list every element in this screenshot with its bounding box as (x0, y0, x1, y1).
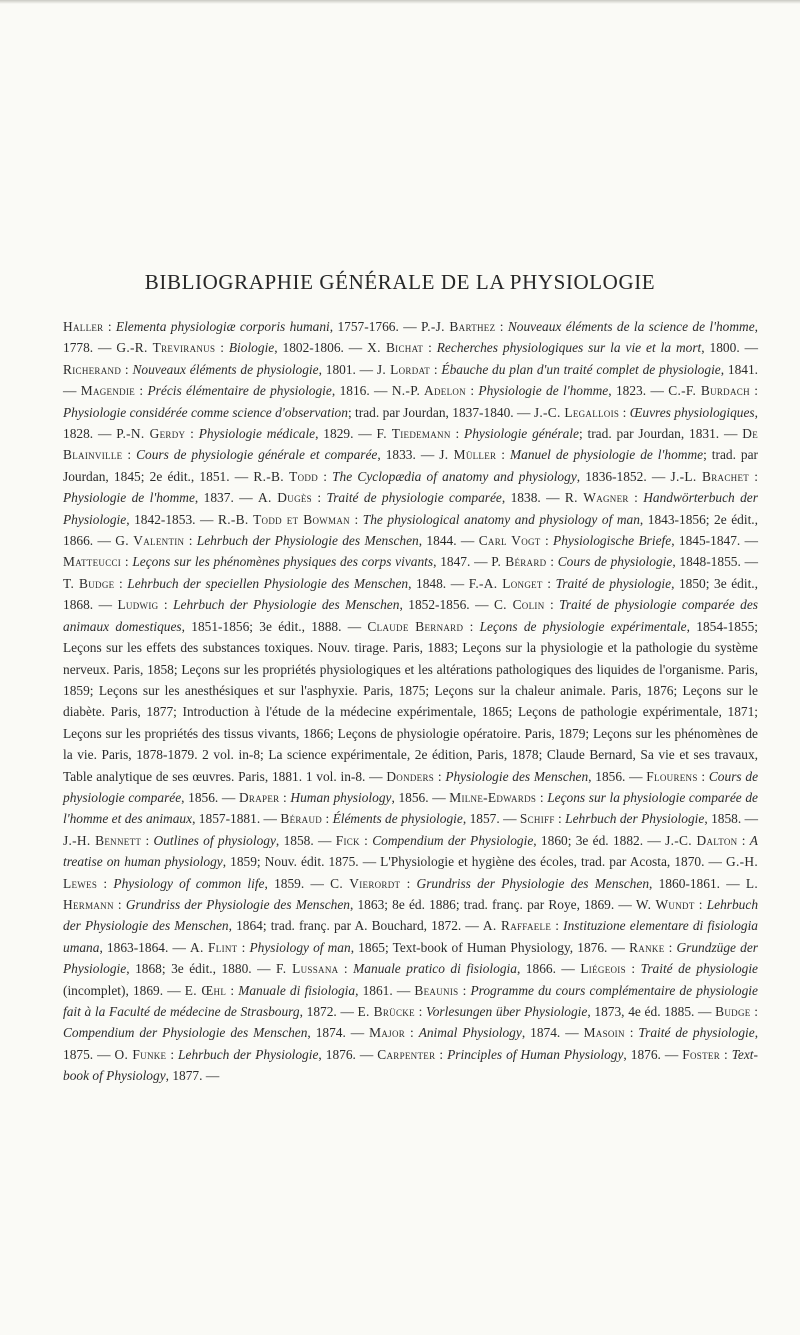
entry-title: Grundriss der Physiologie des Menschen (416, 875, 650, 891)
bibliography-entry: J.-C. Dalton : A treatise on human physiology, 1859; Nouv. édit. 1875. — L'Physiologie et hygiène des écoles, trad. par Acosta, 1870. (63, 832, 758, 870)
entry-details: , 1861. (355, 982, 393, 998)
entry-author: Schiff (519, 811, 555, 827)
entry-author: Foster (682, 1046, 721, 1062)
entry-title: Physiologie médicale (198, 426, 316, 442)
bibliography-entry: Major : Animal Physiology, 1874. (369, 1025, 561, 1041)
entry-details: , 1876. (318, 1046, 356, 1062)
entry-title: Physiologie des Menschen (445, 768, 589, 784)
bibliography-entry: O. Funke : Lehrbuch der Physiologie, 1876. (114, 1046, 356, 1062)
entry-title: Physiologie considérée comme science d'observation (63, 404, 348, 420)
entry-details: , 1863; 8e éd. 1886; trad. franç. par Roye, 1869. (349, 896, 615, 912)
entry-details: , 1875. (63, 1025, 759, 1062)
entry-details: , 1847. (433, 554, 471, 570)
entry-author: O. Funke (114, 1046, 167, 1062)
entry-title: The physiological anatomy and physiology of man (362, 511, 640, 527)
entry-author: A. Dugès (257, 490, 312, 506)
entry-title: Traité de physiologie comparée des animaux domestiques (63, 597, 758, 634)
entry-author: R.-B. Todd et Bowman (217, 511, 350, 527)
entry-title: Lehrbuch der Physiologie des Menschen (196, 533, 419, 549)
entry-details: , 1876. (623, 1046, 661, 1062)
entry-details: ; trad. par Jourdan, 1831. (578, 426, 720, 442)
entry-title: Leçons sur les phénomènes physiques des corps vivants (132, 554, 434, 570)
entry-details: , 1757-1766. (329, 319, 399, 334)
bibliography-entry: Fick : Compendium der Physiologie, 1860; 3e éd. 1882. (335, 832, 644, 848)
entry-details: , 1877. — (165, 1068, 220, 1084)
entry-title: Manuale pratico di fisiologia (353, 961, 517, 977)
entry-author: F. Tiedemann (376, 426, 451, 442)
entry-details: , 1874. (521, 1025, 561, 1041)
entry-author: J. Lordat (376, 361, 431, 377)
bibliography-entry: J.-C. Legallois : Œuvres physiologiques, 1828. (63, 404, 758, 442)
bibliography-entry: Schiff : Lehrbuch der Physiologie, 1858. (519, 811, 742, 827)
bibliography-entry: Liégeois : Traité de physiologie (incomplet), 1869. (63, 961, 758, 998)
entry-author: Carpenter (377, 1046, 436, 1062)
entry-title: Cours de physiologie comparée (63, 768, 759, 805)
bibliography-entry: A. Dugès : Traité de physiologie comparée, 1838. (257, 490, 541, 506)
entry-title: Grundzüge der Physiologie (63, 939, 758, 977)
bibliography-entry: F.-A. Longet : Traité de physiologie, 1850; 3e édit., 1868. (63, 575, 758, 613)
bibliography-entry: Carl Vogt : Physiologische Briefe, 1845-1847. (478, 533, 741, 549)
bibliography-entry: L. Hermann : Grundriss der Physiologie des Menschen, 1863; 8e éd. 1886; trad. franç. par Roye, 1869. (63, 875, 759, 912)
entry-author: Carl Vogt (478, 533, 541, 549)
entry-title: Animal Physiology (418, 1025, 522, 1041)
entry-details: , 1860-1861. (649, 875, 720, 891)
entry-title: Œuvres physiologiques (629, 404, 755, 420)
entry-details: , 1801. (318, 361, 356, 377)
entry-details: , 1873, 4e éd. 1885. (587, 1004, 695, 1019)
entry-details: , 1842-1853. (126, 511, 196, 527)
bibliography-entry: Milne-Edwards : Leçons sur la physiologie comparée de l'homme et des animaux, 1857-1881. (63, 789, 758, 827)
entry-details: , 1858. (275, 832, 314, 848)
entry-author: Milne-Edwards (449, 789, 537, 805)
entry-details: , 1823. (608, 383, 647, 399)
entry-details: , 1838. (501, 490, 541, 506)
entry-title: Nouveaux éléments de la science de l'homme (507, 319, 755, 334)
entry-title: Handwörterbuch der Physiologie (63, 490, 758, 527)
entry-author: Richerand (63, 361, 122, 377)
bibliography-entry: Carpenter : Principles of Human Physiology, 1876. (377, 1046, 661, 1062)
entry-author: E. Œhl (184, 982, 227, 998)
bibliography-entry: J. Müller : Manuel de physiologie de l'homme; trad. par Jourdan, 1845; 2e édit., 1851. (63, 447, 759, 484)
entry-author: J. Müller (439, 447, 497, 463)
entry-title: Physiologie générale (464, 426, 579, 442)
entry-title: Leçons de physiologie expérimentale (479, 618, 687, 634)
bibliography-entry: Ludwig : Lehrbuch der Physiologie des Menschen, 1852-1856. (117, 597, 470, 613)
bibliography-entry: N.-P. Adelon : Physiologie de l'homme, 1823. (391, 383, 647, 399)
entry-details: , 1859. (264, 875, 305, 891)
entry-author: P. Bérard (491, 554, 547, 570)
entry-details: , 1816. (331, 383, 370, 399)
entry-details: , 1851-1856; 3e édit., 1888. (181, 618, 342, 634)
entry-author: Ludwig (117, 597, 159, 613)
entry-author: Matteucci (63, 554, 122, 570)
entry-title: Leçons sur la physiologie comparée de l'homme et des animaux (63, 789, 758, 827)
bibliography-entry: Flourens : Cours de physiologie comparée, 1856. (63, 768, 759, 805)
entry-details: , 1857-1881. (192, 811, 261, 827)
entry-author: G.-R. Treviranus (116, 340, 216, 356)
entry-details: , 1856. (588, 768, 626, 784)
entry-details: , 1802-1806. (274, 340, 344, 356)
entry-title: Lehrbuch der Physiologie (565, 811, 705, 827)
entry-title: Traité de physiologie (640, 961, 758, 977)
entry-title: Précis élémentaire de physiologie (147, 383, 332, 399)
bibliography-entry: Matteucci : Leçons sur les phénomènes physiques des corps vivants, 1847. (63, 554, 471, 570)
entry-author: Haller (63, 319, 104, 334)
bibliography-entry: De Blainville : Cours de physiologie générale et comparée, 1833. (63, 426, 759, 463)
entry-author: Béraud (280, 811, 323, 827)
entry-author: P.-J. Barthez (420, 319, 496, 334)
entry-details: (incomplet), 1869. (63, 982, 164, 998)
entry-title: Physiologie de l'homme (63, 490, 195, 506)
entry-details: , 1864; trad. franç. par A. Bouchard, 1872. (228, 918, 462, 934)
entry-author: P.-N. Gerdy (116, 426, 186, 442)
entry-author: Ranke (629, 939, 665, 955)
entry-title: Cours de physiologie (557, 554, 673, 570)
entry-title: Outlines of physiology (153, 832, 276, 848)
entry-title: Elementa physiologiæ corporis humani (115, 319, 330, 334)
entry-title: Lehrbuch der Physiologie des Menschen (63, 896, 759, 934)
bibliography-entry: R. Wagner : Handwörterbuch der Physiologie, 1842-1853. (63, 490, 758, 527)
entry-details: , 1856. (181, 789, 219, 805)
entry-author: W. Wundt (635, 896, 695, 912)
bibliography-entry: G.-H. Lewes : Physiology of common life, 1859. (63, 854, 758, 891)
entry-title: Compendium der Physiologie (372, 832, 534, 848)
entry-author: R.-B. Todd (253, 468, 318, 484)
bibliography-entry: Richerand : Nouveaux éléments de physiologie, 1801. (63, 361, 356, 377)
entry-title: Traité de physiologie (555, 575, 672, 591)
bibliography-entry: F. Tiedemann : Physiologie générale; trad. par Jourdan, 1831. (376, 426, 720, 442)
entry-details: , 1844. (418, 533, 457, 549)
bibliography-entry: J.-H. Bennett : Outlines of physiology, 1858. (63, 832, 314, 848)
bibliography-entry: C.-F. Burdach : Physiologie considérée comme science d'observation; trad. par Jourdan, 1837-1840. (63, 383, 758, 420)
entry-title: Recherches physiologiques sur la vie et la mort (436, 340, 702, 356)
entry-details: , 1859; Nouv. édit. 1875. — L'Physiologie et hygiène des écoles, trad. par Acosta, 1870. (222, 854, 705, 870)
bibliography-entry: A. Raffaele : Instituzione elementare di fisiologia umana, 1863-1864. (63, 918, 758, 955)
bibliography-entry: P.-J. Barthez : Nouveaux éléments de la science de l'homme, 1778. (63, 319, 758, 356)
entry-title: Ébauche du plan d'un traité complet de physiologie (441, 361, 721, 377)
entry-details: , 1860; 3e éd. 1882. (533, 832, 644, 848)
entry-title: Manuale di fisiologia (238, 982, 356, 998)
entry-author: E. Brücke (357, 1004, 415, 1019)
entry-details: , 1854-1855; Leçons sur les effets des substances toxiques. Nouv. tirage. Paris, 1883; Leçons sur la physiologie et la pathologie du système nerveux. Paris, 1858; Leçons sur les propriétés physiologiques et les altérations pathologiques des liquides de l'organisme. Paris, 1859; Leçons sur les anesthésiques et sur l'asphyxie. Paris, 1875; Leçons sur la chaleur animale. Paris, 1876; Leçons sur le diabète. Paris, 1877; Introduction à l'étude de la médecine expérimentale, 1865; Leçons de pathologie expérimentale, 1871; Leçons sur les propriétés des tissus vivants, 1866; Leçons de physiologie opératoire. Paris, 1879; Leçons sur les phénomènes de la vie. Paris, 1878-1879. 2 vol. in-8; La science expérimentale, 2e édition, Paris, 1878; Claude Bernard, Sa vie et ses travaux, Table analytique de ses œuvres. Paris, 1881. 1 vol. in-8. (63, 618, 759, 784)
entry-author: Flourens (646, 768, 698, 784)
bibliography-entry: Masoin : Traité de physiologie, 1875. (63, 1025, 759, 1062)
entry-author: X. Bichat (367, 340, 424, 356)
bibliography-entry: Budge : Compendium der Physiologie des Menschen, 1874. (63, 1004, 758, 1041)
entry-title: Programme du cours complémentaire de physiologie fait à la Faculté de médecine de Strasbourg (63, 982, 758, 1019)
entry-title: Grundriss der Physiologie des Menschen (125, 896, 350, 912)
entry-details: , 1856. (391, 789, 429, 805)
bibliography-entry: C. Colin : Traité de physiologie comparée des animaux domestiques, 1851-1856; 3e édit., 1888. (63, 597, 758, 634)
entry-author: C.-F. Burdach (668, 383, 750, 399)
entry-details: , 1833. (377, 447, 416, 463)
entry-title: Physiology of common life (113, 875, 265, 891)
page-title: BIBLIOGRAPHIE GÉNÉRALE DE LA PHYSIOLOGIE (144, 270, 656, 294)
entry-title: Principles of Human Physiology (447, 1046, 624, 1062)
entry-details: ; trad. par Jourdan, 1845; 2e édit., 1851. (63, 447, 759, 484)
entry-author: G. Valentin (115, 533, 185, 549)
entry-details: , 1848-1855. (672, 554, 741, 570)
entry-title: The Cyclopædia of anatomy and physiology (332, 468, 577, 484)
entry-details: , 1852-1856. (399, 597, 470, 613)
entry-author: Claude Bernard (367, 618, 464, 634)
bibliography-entry: Foster : Text-book of Physiology, 1877. — (63, 1046, 758, 1084)
entry-author: A. Raffaele (482, 918, 552, 934)
bibliography-entry: A. Flint : Physiology of man, 1865; Text-book of Human Physiology, 1876. (189, 939, 608, 955)
entry-title: Manuel de physiologie de l'homme (510, 447, 704, 463)
entry-details: , 1848. (408, 575, 447, 591)
entry-title: Instituzione elementare di fisiologia umana (63, 918, 758, 955)
bibliography-entry: X. Bichat : Recherches physiologiques sur la vie et la mort, 1800. (367, 340, 740, 356)
entry-author: Magendie (80, 383, 136, 399)
entry-title: Traité de physiologie (638, 1025, 755, 1041)
bibliography-entry: J. Lordat : Ébauche du plan d'un traité complet de physiologie, 1841. (376, 361, 759, 377)
entry-author: Draper (238, 789, 280, 805)
entry-details: , 1863-1864. (99, 939, 169, 955)
entry-author: J.-L. Brachet (670, 468, 750, 484)
entry-details: , 1845-1847. (671, 533, 741, 549)
entry-details: , 1850; 3e édit., 1868. (63, 575, 758, 613)
entry-title: Biologie (228, 340, 275, 356)
entry-details: , 1857. (462, 811, 500, 827)
entry-title: Physiologie de l'homme (478, 383, 609, 399)
bibliography-entry: R.-B. Todd et Bowman : The physiological anatomy and physiology of man, 1843-1856; 2e édit., 1866. (63, 511, 758, 549)
entry-author: C. Vierordt (330, 875, 401, 891)
entry-author: N.-P. Adelon (391, 383, 466, 399)
entry-author: Budge (715, 1004, 751, 1019)
bibliography-list: Haller : Elementa physiologiæ corporis humani, 1757-1766. — P.-J. Barthez : Nouveaux éléments de la science de l'homme, 1778. — G.-R. Treviranus : Biologie, 1802-1806. — X. Bichat : Recherches physiologiques sur la vie et la mort, 1800. — Richerand : Nouveaux éléments de physiologie, 1801. — J. Lordat : Ébauche du plan d'un traité complet de physiologie, 1841. — Magendie : Précis élémentaire de physiologie, 1816. — N.-P. Adelon : Physiologie de l'homme, 1823. — C.-F. Burdach : Physiologie considérée comme science d'observation; trad. par Jourdan, 1837-1840. — J.-C. Legallois : Œuvres physiologiques, 1828. — P.-N. Gerdy : Physiologie médicale, 1829. — F. Tiedemann : Physiologie générale; trad. par Jourdan, 1831. — De Blainville : Cours de physiologie générale et comparée, 1833. — J. Müller : Manuel de physiologie de l'homme; trad. par Jourdan, 1845; 2e édit., 1851. — R.-B. Todd : The Cyclopædia of anatomy and physiology, 1836-1852. — J.-L. Brachet : Physiologie de l'homme, 1837. — A. Dugès : Traité de physiologie comparée, 1838. — R. Wagner : Handwörterbuch der Physiologie, 1842-1853. — R.-B. Todd et Bowman : The physiological anatomy and physiology of man, 1843-1856; 2e édit., 1866. — G. Valentin : Lehrbuch der Physiologie des Menschen, 1844. — Carl Vogt : Physiologische Briefe, 1845-1847. — Matteucci : Leçons sur les phénomènes physiques des corps vivants, 1847. — P. Bérard : Cours de physiologie, 1848-1855. — T. Budge : Lehrbuch der speciellen Physiologie des Menschen, 1848. — F.-A. Longet : Traité de physiologie, 1850; 3e édit., 1868. — Ludwig : Lehrbuch der Physiologie des Menschen, 1852-1856. — C. Colin : Traité de physiologie comparée des animaux domestiques, 1851-1856; 3e édit., 1888. — Claude Bernard : Leçons de physiologie expérimentale, 1854-1855; Leçons sur les effets des substances toxiques. Nouv. tirage. Paris, 1883; Leçons sur la physiologie et la pathologie du système nerveux. Paris, 1858; Leçons sur les propriétés physiologiques et les altérations pathologiques des liquides de l'organisme. Paris, 1859; Leçons sur les anesthésiques et sur l'asphyxie. Paris, 1875; Leçons sur la chaleur animale. Paris, 1876; Leçons sur le diabète. Paris, 1877; Introduction à l'étude de la médecine expérimentale, 1865; Leçons de pathologie expérimentale, 1871; Leçons sur les propriétés des tissus vivants, 1866; Leçons de physiologie opératoire. Paris, 1879; Leçons sur les phénomènes de la vie. Paris, 1878-1879. 2 vol. in-8; La science expérimentale, 2e édition, Paris, 1878; Claude Bernard, Sa vie et ses travaux, Table analytique de ses œuvres. Paris, 1881. 1 vol. in-8. — Donders : Physiologie des Menschen, 1856. — Flourens : Cours de physiologie comparée, 1856. — Draper : Human physiology, 1856. — Milne-Edwards : Leçons sur la physiologie comparée de l'homme et des animaux, 1857-1881. — Béraud : Éléments de physiologie, 1857. — Schiff : Lehrbuch der Physiologie, 1858. — J.-H. Bennett : Outlines of physiology, 1858. — Fick : Compendium der Physiologie, 1860; 3e éd. 1882. — J.-C. Dalton : A treatise on human physiology, 1859; Nouv. édit. 1875. — L'Physiologie et hygiène des écoles, trad. par Acosta, 1870. — G.-H. Lewes : Physiology of common life, 1859. — C. Vierordt : Grundriss der Physiologie des Menschen, 1860-1861. — L. Hermann : Grundriss der Physiologie des Menschen, 1863; 8e éd. 1886; trad. franç. par Roye, 1869. — W. Wundt : Lehrbuch der Physiologie des Menschen, 1864; trad. franç. par A. Bouchard, 1872. — A. Raffaele : Instituzione elementare di fisiologia umana, 1863-1864. — A. Flint : Physiology of man, 1865; Text-book of Human Physiology, 1876. — Ranke : Grundzüge der Physiologie, 1868; 3e édit., 1880. — F. Lussana : Manuale pratico di fisiologia, 1866. — Liégeois : Traité de physiologie (incomplet), 1869. — E. Œhl : Manuale di fisiologia, 1861. — Beaunis : Programme du cours complémentaire de physiologie fait à la Faculté de médecine de Strasbourg, 1872. — E. Brücke : Vorlesungen über Physiologie, 1873, 4e éd. 1885. — Budge : Compendium der Physiologie des Menschen, 1874. — Major : Animal Physiology, 1874. — Masoin : Traité de physiologie, 1875. — O. Funke : Lehrbuch der Physiologie, 1876. — Carpenter : Principles of Human Physiology, 1876. — Foster : Text-book of Physiology, 1877. — (63, 319, 762, 1084)
entry-author: Donders (386, 768, 435, 784)
entry-details: , 1841. (720, 361, 759, 377)
bibliography-entry: F. Lussana : Manuale pratico di fisiologia, 1866. (276, 961, 556, 977)
bibliography-entry: Beaunis : Programme du cours complémentaire de physiologie fait à la Faculté de médecine de Strasbourg, 1872. (63, 982, 758, 1019)
entry-title: Vorlesungen über Physiologie (426, 1004, 588, 1019)
bibliography-entry: Ranke : Grundzüge der Physiologie, 1868; 3e édit., 1880. (63, 939, 758, 977)
entry-author: G.-H. Lewes (63, 854, 758, 891)
entry-details: , 1837. (194, 490, 234, 506)
entry-title: Lehrbuch der Physiologie (178, 1046, 319, 1062)
entry-title: Traité de physiologie comparée (326, 490, 502, 506)
entry-title: Physiology of man (249, 939, 351, 955)
entry-author: J.-H. Bennett (63, 832, 142, 848)
entry-author: F.-A. Longet (468, 575, 543, 591)
entry-details: , 1828. (63, 404, 758, 442)
entry-details: , 1836-1852. (576, 468, 647, 484)
entry-author: Beaunis (414, 982, 459, 998)
entry-details: , 1829. (315, 426, 354, 442)
entry-title: Lehrbuch der speciellen Physiologie des Menschen (127, 575, 409, 591)
entry-details: , 1874. (307, 1025, 346, 1041)
entry-details: ; trad. par Jourdan, 1837-1840. (347, 404, 514, 420)
entry-author: Fick (335, 832, 360, 848)
entry-title: Compendium der Physiologie des Menschen (63, 1025, 308, 1041)
entry-author: R. Wagner (564, 490, 629, 506)
bibliography-entry: J.-L. Brachet : Physiologie de l'homme, 1837. (63, 468, 758, 506)
entry-author: Major (369, 1025, 406, 1041)
bibliography-entry: T. Budge : Lehrbuch der speciellen Physiologie des Menschen, 1848. (63, 575, 447, 591)
bibliography-entry: Magendie : Précis élémentaire de physiologie, 1816. (80, 383, 370, 399)
entry-details: , 1800. (701, 340, 740, 356)
entry-author: T. Budge (63, 575, 115, 591)
entry-author: J.-C. Legallois (533, 404, 620, 420)
entry-title: A treatise on human physiology (63, 832, 758, 870)
entry-details: , 1866. (516, 961, 556, 977)
entry-author: A. Flint (189, 939, 238, 955)
bibliography-entry: E. Œhl : Manuale di fisiologia, 1861. (184, 982, 393, 998)
entry-title: Physiologische Briefe (553, 533, 672, 549)
bibliography-entry: Haller : Elementa physiologiæ corporis humani, 1757-1766. (63, 319, 399, 334)
bibliography-entry: P.-N. Gerdy : Physiologie médicale, 1829. (116, 426, 354, 442)
bibliography-entry: R.-B. Todd : The Cyclopædia of anatomy and physiology, 1836-1852. (253, 468, 647, 484)
entry-details: , 1778. (63, 319, 758, 356)
entry-details: , 1868; 3e édit., 1880. (126, 961, 252, 977)
entry-author: De Blainville (63, 426, 759, 463)
entry-details: , 1865; Text-book of Human Physiology, 1876. (350, 939, 608, 955)
bibliography-entry: E. Brücke : Vorlesungen über Physiologie, 1873, 4e éd. 1885. (357, 1004, 695, 1019)
bibliography-entry: Béraud : Éléments de physiologie, 1857. (280, 811, 500, 827)
entry-title: Nouveaux éléments de physiologie (132, 361, 319, 377)
bibliography-entry: P. Bérard : Cours de physiologie, 1848-1855. (491, 554, 741, 570)
entry-author: L. Hermann (63, 875, 759, 912)
entry-details: , 1858. (704, 811, 742, 827)
entry-author: C. Colin (493, 597, 545, 613)
bibliography-entry: Draper : Human physiology, 1856. (238, 789, 429, 805)
entry-details: , 1843-1856; 2e édit., 1866. (63, 511, 758, 549)
entry-title: Human physiology (290, 789, 392, 805)
page-top-edge (0, 0, 800, 4)
bibliography-entry: G.-R. Treviranus : Biologie, 1802-1806. (116, 340, 344, 356)
entry-author: F. Lussana (276, 961, 339, 977)
bibliography-entry: W. Wundt : Lehrbuch der Physiologie des Menschen, 1864; trad. franç. par A. Bouchard, 1872. (63, 896, 759, 934)
entry-author: J.-C. Dalton (665, 832, 738, 848)
entry-title: Lehrbuch der Physiologie des Menschen (173, 597, 400, 613)
entry-details: , 1872. (299, 1004, 337, 1019)
entry-author: Liégeois (580, 961, 626, 977)
entry-title: Cours de physiologie générale et comparée (136, 447, 378, 463)
bibliography-entry: C. Vierordt : Grundriss der Physiologie des Menschen, 1860-1861. (330, 875, 720, 891)
bibliography-entry: Claude Bernard : Leçons de physiologie expérimentale, 1854-1855; Leçons sur les effets des substances toxiques. Nouv. tirage. Paris, 1883; Leçons sur la physiologie et la pathologie du système nerveux. Paris, 1858; Leçons sur les propriétés physiologiques et les altérations pathologiques des liquides de l'organisme. Paris, 1859; Leçons sur les anesthésiques et sur l'asphyxie. Paris, 1875; Leçons sur la chaleur animale. Paris, 1876; Leçons sur le diabète. Paris, 1877; Introduction à l'étude de la médecine expérimentale, 1865; Leçons de pathologie expérimentale, 1871; Leçons sur les propriétés des tissus vivants, 1866; Leçons de physiologie opératoire. Paris, 1879; Leçons sur les phénomènes de la vie. Paris, 1878-1879. 2 vol. in-8; La science expérimentale, 2e édition, Paris, 1878; Claude Bernard, Sa vie et ses travaux, Table analytique de ses œuvres. Paris, 1881. 1 vol. in-8. (63, 618, 759, 784)
entry-title: Éléments de physiologie (332, 811, 463, 827)
entry-author: Masoin (583, 1025, 625, 1041)
entry-title: Text-book of Physiology (63, 1046, 758, 1084)
bibliography-entry: Donders : Physiologie des Menschen, 1856. (386, 768, 626, 784)
bibliography-entry: G. Valentin : Lehrbuch der Physiologie des Menschen, 1844. (115, 533, 457, 549)
